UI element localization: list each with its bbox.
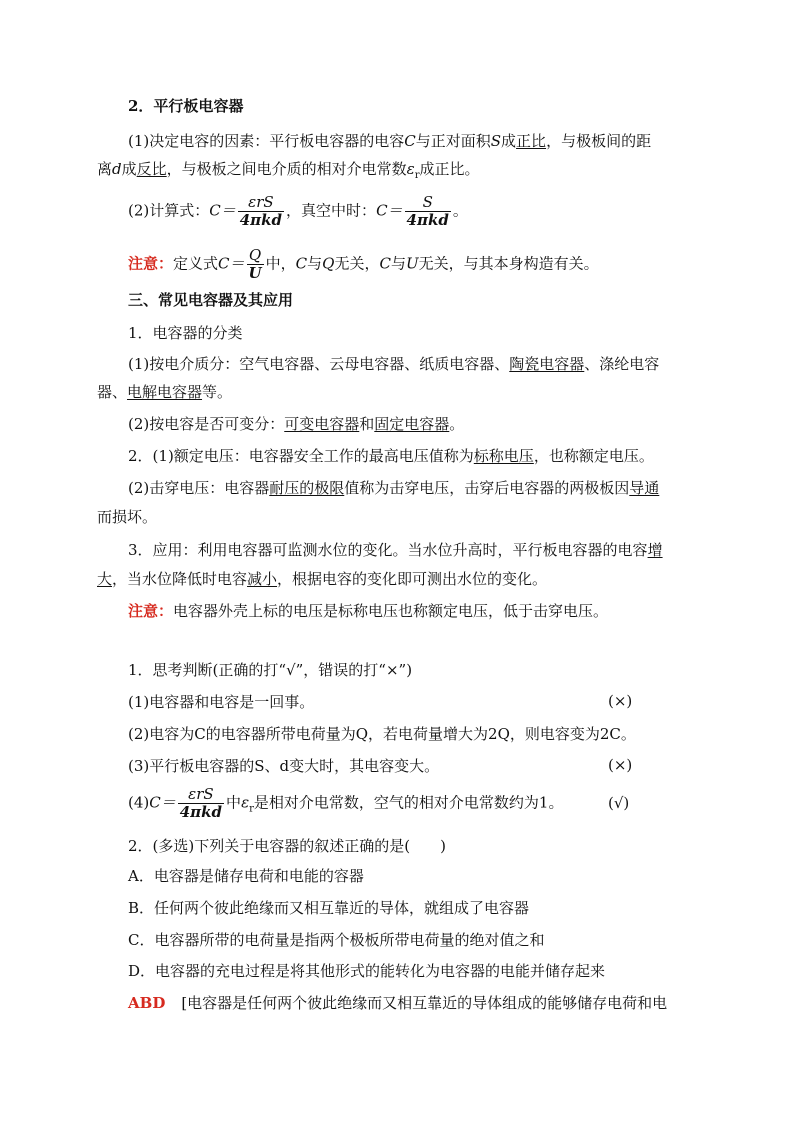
fraction-vacuum: $\frac{S}{\text{4πkd}}$ [406, 193, 449, 229]
question-2-option-b: B．任何两个彼此绝缘而又相互靠近的导体，就组成了电容器 [128, 899, 530, 917]
note-rated-voltage: 注意：电容器外壳上标的电压是标称电压也称额定电压，低于击穿电压。 [128, 602, 609, 620]
heading-classification: 1．电容器的分类 [128, 324, 243, 342]
question-2-option-d: D．电容器的充电过程是将其他形式的能转化为电容器的电能并储存起来 [128, 962, 606, 980]
section-title-common-capacitors: 三、常见电容器及其应用 [128, 291, 294, 309]
question-1-item-4: (4)C＝ $\frac{\text{εrS}}{\text{4πkd}}$ 中$\varepsilon_r$是相对介电常数，空气的相对介电常数约为1。 [128, 785, 564, 821]
paragraph-factors: (1)决定电容的因素：平行板电容器的电容C与正对面积S成正比，与极板间的距 [128, 132, 652, 150]
question-1-title: 1．思考判断(正确的打“√”，错误的打“×”) [128, 661, 413, 679]
question-1-item-3: (3)平行板电容器的S、d变大时，其电容变大。 [128, 757, 440, 775]
question-2-option-c: C．电容器所带的电荷量是指两个极板所带电荷量的绝对值之和 [128, 931, 545, 949]
note-definition: 注意：定义式C＝ $\frac{Q}{U}$ 中，C与Q无关，C与U无关，与其本身构造有关。 [128, 246, 599, 282]
question-1-item-3-mark: (×) [608, 756, 633, 774]
paragraph-variable: (2)按电容是否可变分：可变电容器和固定电容器。 [128, 415, 465, 433]
question-1-item-2: (2)电容为C的电容器所带电荷量为Q，若电荷量增大为2Q，则电容变为2C。 [128, 725, 636, 743]
paragraph-formula: (2)计算式：C＝ $\frac{\text{εrS}}{\text{4πkd}}$ ，真空中时：C＝ $\frac{S}{\text{4πkd}}$ 。 [128, 193, 468, 229]
paragraph-factors-cont: 离d成反比，与极板之间电介质的相对介电常数$\varepsilon_r$成正比。 [97, 160, 480, 181]
question-1-item-1: (1)电容器和电容是一回事。 [128, 693, 315, 711]
paragraph-dielectric-cont: 器、电解电容器等。 [97, 383, 233, 401]
section-title-parallel-plate: 2．平行板电容器 [128, 97, 244, 115]
paragraph-breakdown: (2)击穿电压：电容器耐压的极限值称为击穿电压，击穿后电容器的两极板因导通 [128, 479, 660, 497]
question-1-item-4-mark: (√) [608, 794, 630, 812]
question-2-answer: ABD [电容器是任何两个彼此绝缘而又相互靠近的导体组成的能够储存电荷和电 [128, 994, 668, 1012]
question-2-title: 2．(多选)下列关于电容器的叙述正确的是( ) [128, 837, 446, 855]
paragraph-rated-voltage: 2．(1)额定电压：电容器安全工作的最高电压值称为标称电压，也称额定电压。 [128, 447, 654, 465]
fraction-item-4: $\frac{\text{εrS}}{\text{4πkd}}$ [179, 785, 223, 821]
fraction-capacitance: $\frac{\text{εrS}}{\text{4πkd}}$ [239, 193, 283, 229]
paragraph-application-cont: 大，当水位降低时电容减小，根据电容的变化即可测出水位的变化。 [97, 570, 548, 588]
paragraph-breakdown-cont: 而损坏。 [97, 508, 158, 526]
question-2-option-a: A．电容器是储存电荷和电能的容器 [128, 867, 364, 885]
paragraph-dielectric: (1)按电介质分：空气电容器、云母电容器、纸质电容器、陶瓷电容器、涤纶电容 [128, 355, 660, 373]
fraction-definition: $\frac{Q}{U}$ [248, 246, 262, 282]
question-2-explanation: [电容器是任何两个彼此绝缘而又相互靠近的导体组成的能够储存电荷和电 [181, 994, 668, 1012]
question-1-item-1-mark: (×) [608, 692, 633, 710]
paragraph-application: 3．应用：利用电容器可监测水位的变化。当水位升高时，平行板电容器的电容增 [128, 541, 663, 559]
